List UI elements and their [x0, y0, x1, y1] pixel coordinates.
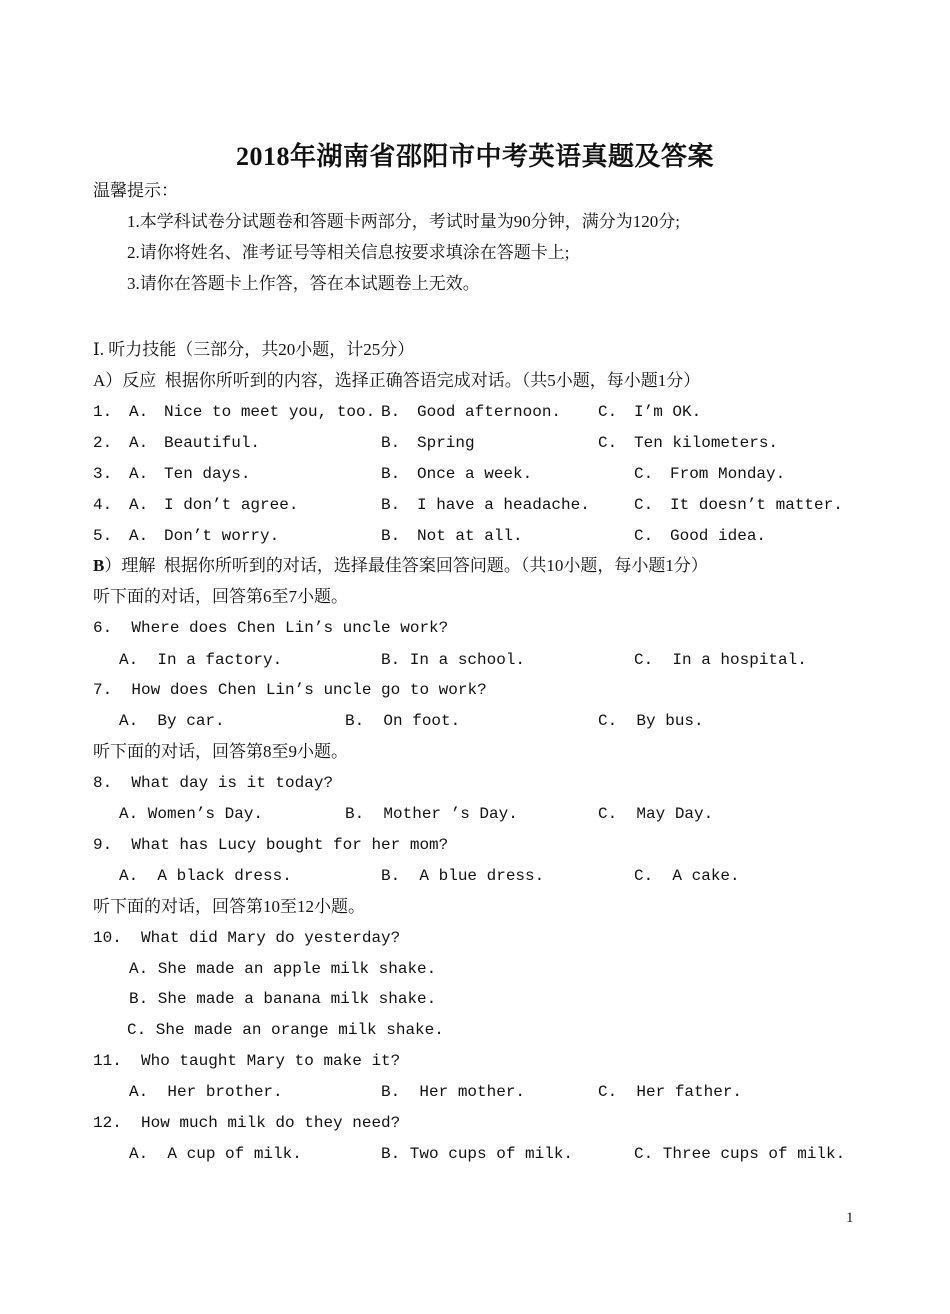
option-a: Beautiful.	[164, 434, 261, 452]
question-stem: 6. Where does Chen Lin’s uncle work?	[93, 619, 449, 637]
option-c: Good idea.	[670, 527, 767, 545]
option-label: C.	[634, 527, 654, 545]
option-row	[93, 709, 893, 733]
tip-item: 1.本学科试卷分试题卷和答题卡两部分，考试时量为90分钟，满分为120分;	[127, 212, 680, 231]
option-c: C. In a hospital.	[634, 651, 807, 669]
question-number: 2.	[93, 434, 113, 452]
question-row	[93, 524, 893, 548]
option-label: A.	[129, 434, 149, 452]
option-row	[93, 802, 893, 826]
question-stem: 12. How much milk do they need?	[93, 1114, 401, 1132]
question-row	[93, 462, 893, 486]
option-b: Once a week.	[417, 465, 533, 483]
option-c: C. A cake.	[634, 867, 740, 885]
option-a: A. Her brother.	[129, 1083, 283, 1101]
option-b: I have a headache.	[417, 496, 590, 514]
option-b: B. Two cups of milk.	[381, 1145, 574, 1163]
option-b: B. She made a banana milk shake.	[129, 990, 437, 1008]
option-label: B.	[381, 527, 401, 545]
question-row	[93, 431, 893, 455]
option-label: B.	[381, 496, 401, 514]
group-instruction: 听下面的对话，回答第8至9小题。	[93, 742, 348, 761]
question-stem: 7. How does Chen Lin’s uncle go to work?	[93, 681, 487, 699]
option-label: A.	[129, 465, 149, 483]
option-label: C.	[598, 403, 618, 421]
option-c: C. She made an orange milk shake.	[127, 1021, 444, 1039]
option-a: Nice to meet you, too.	[164, 403, 376, 421]
option-a: Ten days.	[164, 465, 251, 483]
tip-item: 3.请你在答题卡上作答，答在本试题卷上无效。	[127, 274, 480, 293]
option-a: Don’t worry.	[164, 527, 280, 545]
option-label: B.	[381, 434, 401, 452]
option-label: B.	[381, 465, 401, 483]
option-b: Not at all.	[417, 527, 523, 545]
page-title: 2018年湖南省邵阳市中考英语真题及答案	[235, 142, 714, 171]
question-stem: 10. What did Mary do yesterday?	[93, 929, 401, 947]
page-number: 1	[846, 1210, 854, 1226]
option-a: A. She made an apple milk shake.	[129, 960, 437, 978]
option-c: I’m OK.	[634, 403, 702, 421]
option-label: C.	[634, 496, 654, 514]
group-instruction: 听下面的对话，回答第10至12小题。	[93, 897, 365, 916]
option-b: Good afternoon.	[417, 403, 562, 421]
tips-heading: 温馨提示：	[93, 181, 178, 200]
option-c: C. May Day.	[598, 805, 714, 823]
option-a: I don’t agree.	[164, 496, 299, 514]
question-stem: 9. What has Lucy bought for her mom?	[93, 836, 449, 854]
section-heading: Ⅰ. 听力技能（三部分，共20小题，计25分）	[93, 340, 415, 359]
option-a: A. In a factory.	[119, 651, 283, 669]
part-b-letter: B	[93, 556, 105, 575]
option-label: B.	[381, 403, 401, 421]
question-number: 3.	[93, 465, 113, 483]
option-a: A. A black dress.	[119, 867, 292, 885]
option-label: C.	[598, 434, 618, 452]
question-stem: 8. What day is it today?	[93, 774, 334, 792]
option-label: A.	[129, 496, 149, 514]
question-number: 5.	[93, 527, 113, 545]
option-a: A. By car.	[119, 712, 225, 730]
option-c: It doesn’t matter.	[670, 496, 843, 514]
option-b: B. Her mother.	[381, 1083, 526, 1101]
option-c: Ten kilometers.	[634, 434, 779, 452]
option-b: B. In a school.	[381, 651, 526, 669]
option-b: Spring	[417, 434, 475, 452]
part-b-heading-text: ）理解 根据你所听到的对话，选择最佳答案回答问题。（共10小题，每小题1分）	[104, 556, 708, 575]
group-instruction: 听下面的对话，回答第6至7小题。	[93, 587, 348, 606]
option-label: C.	[634, 465, 654, 483]
option-a: A. A cup of milk.	[129, 1145, 302, 1163]
option-b: B. Mother ’s Day.	[345, 805, 518, 823]
option-row	[93, 648, 893, 672]
option-a: A. Women’s Day.	[119, 805, 264, 823]
option-c: C. Her father.	[598, 1083, 743, 1101]
option-label: A.	[129, 527, 149, 545]
option-c: C. By bus.	[598, 712, 704, 730]
option-c: C. Three cups of milk.	[634, 1145, 846, 1163]
question-row	[93, 493, 893, 517]
option-label: A.	[129, 403, 149, 421]
option-row	[93, 1142, 893, 1166]
question-number: 1.	[93, 403, 113, 421]
part-a-heading: A）反应 根据你所听到的内容，选择正确答语完成对话。（共5小题，每小题1分）	[93, 371, 701, 390]
question-stem: 11. Who taught Mary to make it?	[93, 1052, 401, 1070]
question-row	[93, 400, 893, 424]
question-number: 4.	[93, 496, 113, 514]
option-c: From Monday.	[670, 465, 786, 483]
part-b-heading	[93, 554, 708, 578]
option-row	[93, 864, 893, 888]
option-b: B. A blue dress.	[381, 867, 545, 885]
option-b: B. On foot.	[345, 712, 461, 730]
option-row	[93, 1080, 893, 1104]
tip-item: 2.请你将姓名、准考证号等相关信息按要求填涂在答题卡上;	[127, 243, 570, 262]
